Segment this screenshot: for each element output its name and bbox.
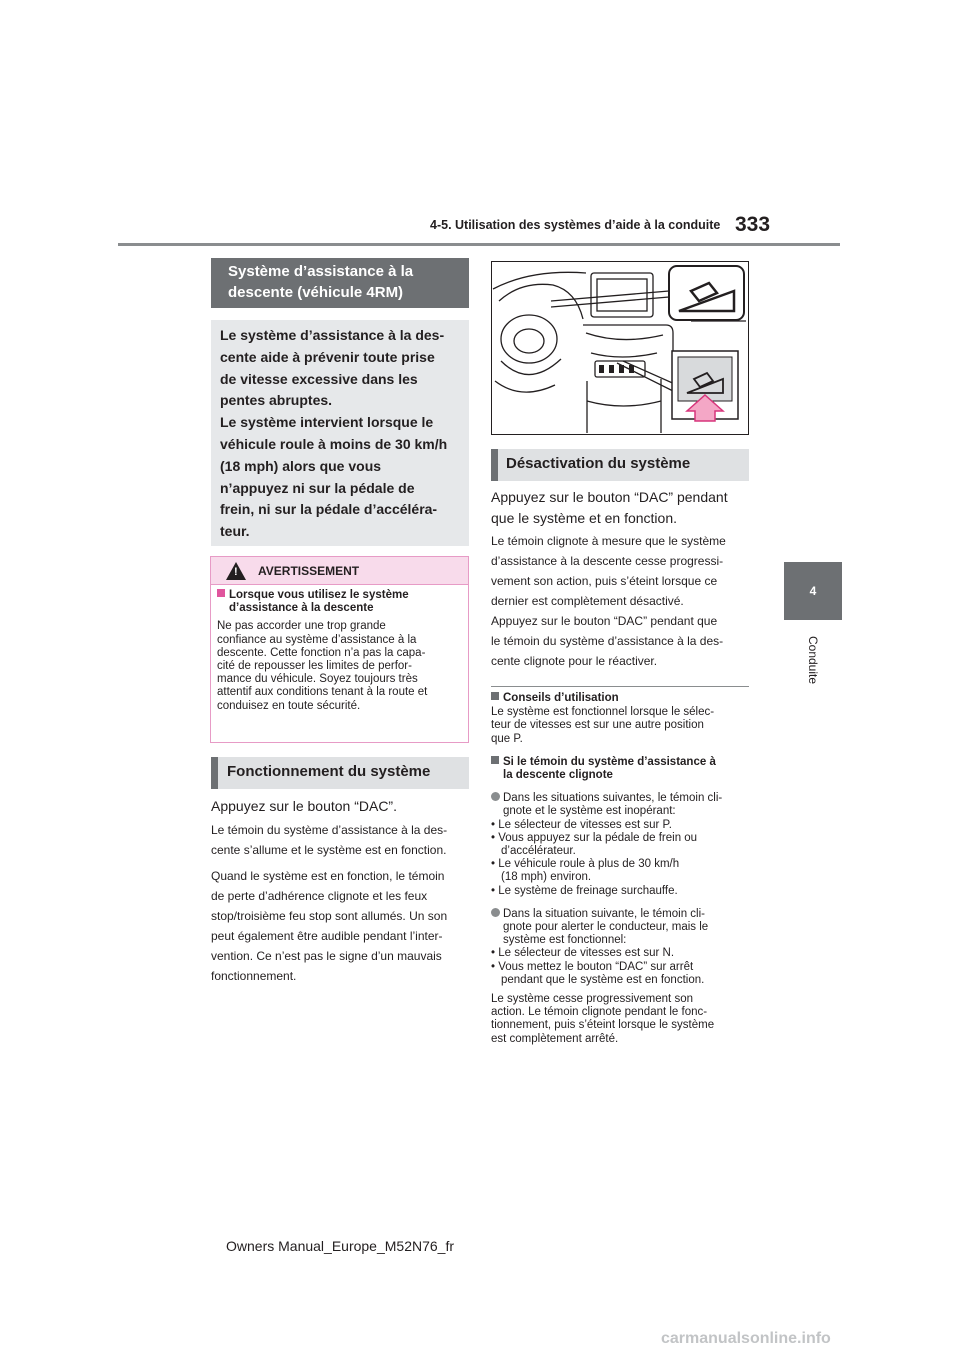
circle-bullet-icon xyxy=(491,792,500,801)
text-line: le témoin du système d’assistance à la des- xyxy=(491,634,724,648)
text-line: Le système cesse progressivement son xyxy=(491,993,693,1006)
list-item-text: Vous appuyez sur la pédale de frein ou xyxy=(498,831,698,844)
operation-paragraph xyxy=(211,820,471,860)
warning-subhead-line: Lorsque vous utilisez le système xyxy=(229,589,409,601)
deactivation-section-header xyxy=(491,449,749,481)
list-item-text: Le sélecteur de vitesses est sur N. xyxy=(498,947,675,960)
warning-text: confiance au système d’assistance à la xyxy=(217,633,417,646)
watermark: carmanualsonline.info xyxy=(661,1330,831,1347)
blink-title-line: la descente clignote xyxy=(503,769,613,782)
deactivation-instruction xyxy=(491,487,756,529)
text-line: vement son action, puis s’éteint lorsque ce xyxy=(491,574,718,588)
closing-paragraph xyxy=(491,993,756,1046)
text-line: Dans la situation suivante, le témoin cli- xyxy=(503,907,705,920)
warning-text: conduisez en toute sécurité. xyxy=(217,699,361,712)
list-item-text: (18 mph) environ. xyxy=(501,871,592,884)
pink-square-bullet-icon xyxy=(217,589,225,597)
intro-line: (18 mph) alors que vous xyxy=(220,457,382,474)
intro-line: frein, ni sur la pédale d’accéléra- xyxy=(220,501,438,518)
intro-line: Le système intervient lorsque le xyxy=(220,414,434,431)
operation-paragraph xyxy=(211,866,471,986)
warning-title: AVERTISSEMENT xyxy=(258,563,360,578)
list-item: • Le sélecteur de vitesses est sur N. xyxy=(491,947,675,960)
text-line: Dans les situations suivantes, le témoin cli- xyxy=(503,792,723,805)
operation-title: Fonctionnement du système xyxy=(227,763,431,780)
text-line: d’assistance à la descente cesse progressi- xyxy=(491,554,724,568)
intro-line: pentes abruptes. xyxy=(220,392,333,409)
text-line: de perte d’adhérence clignote et les feux xyxy=(211,889,428,903)
operation-section-header xyxy=(211,757,469,789)
text-line: que P. xyxy=(491,732,523,745)
text-line: stop/troisième feu stop sont allumés. Un son xyxy=(211,909,448,923)
deactivation-title: Désactivation du système xyxy=(506,455,691,472)
list-item: • Le sélecteur de vitesses est sur P. xyxy=(491,818,672,831)
dashboard-illustration xyxy=(491,261,749,435)
intro-line: n’appuyez ni sur la pédale de xyxy=(220,479,415,496)
text-line: cente s’allume et le système est en fonction. xyxy=(211,843,447,857)
text-line: fonctionnement. xyxy=(211,969,297,983)
text-line: que le système et en fonction. xyxy=(491,510,677,526)
text-line: cente clignote pour le réactiver. xyxy=(491,654,658,668)
list-item-text: Le système de freinage surchauffe. xyxy=(498,884,678,897)
list-item-text: pendant que le système est en fonction. xyxy=(501,973,705,986)
deactivation-paragraph xyxy=(491,531,756,671)
text-line: vention. Ce n’est pas le signe d’un mauvais xyxy=(211,949,442,963)
intro-line: Le système d’assistance à la des- xyxy=(220,327,445,343)
text-line: Quand le système est en fonction, le témoin xyxy=(211,869,445,883)
chapter-label-text: Conduite xyxy=(805,635,820,685)
intro-box xyxy=(211,320,469,546)
text-line: gnote et le système est inopérant: xyxy=(503,805,676,818)
divider xyxy=(491,686,749,687)
intro-line: teur. xyxy=(220,523,250,540)
case-one xyxy=(491,792,756,818)
warning-subhead xyxy=(217,589,462,615)
text-line: Le témoin du système d’assistance à la des- xyxy=(211,823,448,837)
warning-box xyxy=(210,556,469,743)
list-item-text: Le sélecteur de vitesses est sur P. xyxy=(498,818,672,831)
list-item: • Le véhicule roule à plus de 30 km/h (18 mph) environ. xyxy=(491,858,680,884)
text-line: Le système est fonctionnel lorsque le sélec- xyxy=(491,706,715,719)
list-item-text: d’accélérateur. xyxy=(501,845,576,858)
list-item: • Vous appuyez sur la pédale de frein ou d’accélérateur. xyxy=(491,831,698,858)
square-bullet-icon xyxy=(491,692,499,700)
main-title-line: descente (véhicule 4RM) xyxy=(228,284,404,301)
square-bullet-icon xyxy=(491,756,499,764)
intro-line: véhicule roule à moins de 30 km/h xyxy=(220,435,448,452)
footer-manual-id: Owners Manual_Europe_M52N76_fr xyxy=(226,1238,455,1254)
warning-text: attentif aux conditions tenant à la route et xyxy=(217,686,428,699)
blink-title xyxy=(491,756,756,782)
warning-triangle-icon xyxy=(226,562,246,580)
text-line: est complètement arrêté. xyxy=(491,1032,619,1045)
warning-text: Ne pas accorder une trop grande xyxy=(217,620,386,633)
warning-text: descente. Cette fonction n’a pas la capa- xyxy=(217,646,426,659)
text-line: teur de vitesses est sur une autre position xyxy=(491,719,704,732)
header-rule xyxy=(118,243,840,246)
text-line: Appuyez sur le bouton “DAC” pendant xyxy=(491,489,728,505)
warning-subhead-line: d’assistance à la descente xyxy=(229,602,374,615)
text-line: dernier est complètement désactivé. xyxy=(491,594,684,608)
list-item: • Vous mettez le bouton “DAC” sur arrêt pendant que le système est en fonction. xyxy=(491,960,705,986)
warning-text: cité de repousser les limites de perfor- xyxy=(217,660,412,673)
case-two xyxy=(491,908,756,948)
text-line: tionnement, puis s’éteint lorsque le système xyxy=(491,1019,715,1032)
circle-bullet-icon xyxy=(491,908,500,917)
tips-title-text: Conseils d’utilisation xyxy=(503,692,619,704)
chapter-number-tab: 4 xyxy=(784,562,842,620)
warning-text: mance du véhicule. Soyez toujours très xyxy=(217,673,418,686)
section-title: 4-5. Utilisation des systèmes d’aide à la conduite xyxy=(430,218,721,232)
main-title-line: Système d’assistance à la xyxy=(228,263,414,280)
list-item-text: Vous mettez le bouton “DAC” sur arrêt xyxy=(498,960,694,973)
main-section-header xyxy=(211,258,469,308)
operation-instruction: Appuyez sur le bouton “DAC”. xyxy=(211,798,397,814)
intro-line: cente aide à prévenir toute prise xyxy=(220,348,435,365)
list-item-text: Le véhicule roule à plus de 30 km/h xyxy=(498,858,680,871)
warning-header xyxy=(211,557,468,585)
text-line: gnote pour alerter le conducteur, mais le xyxy=(503,921,709,934)
text-line: action. Le témoin clignote pendant le fonc- xyxy=(491,1006,708,1019)
blink-title-line: Si le témoin du système d’assistance à xyxy=(503,755,716,768)
list-item: • Le système de freinage surchauffe. xyxy=(491,884,678,897)
tips-block xyxy=(491,692,756,1046)
text-line: Le témoin clignote à mesure que le système xyxy=(491,534,726,548)
text-line: Appuyez sur le bouton “DAC” pendant que xyxy=(491,614,718,628)
tips-title xyxy=(491,692,756,705)
text-line: peut également être audible pendant l’inter- xyxy=(211,929,443,943)
page-number: 333 xyxy=(735,213,771,236)
intro-line: de vitesse excessive dans les xyxy=(220,370,418,387)
chapter-label xyxy=(784,630,842,690)
text-line: système est fonctionnel: xyxy=(503,934,627,947)
